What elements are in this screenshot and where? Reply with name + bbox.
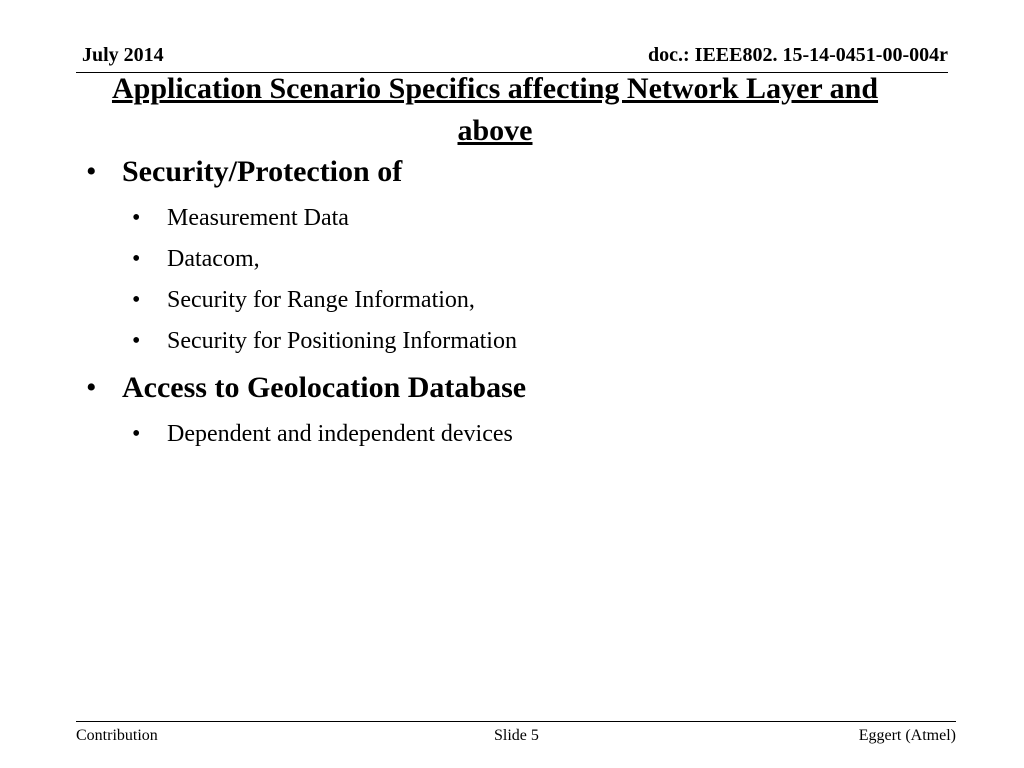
bullet-item-geolocation xyxy=(86,366,946,414)
header-doc-id: doc.: IEEE802. 15-14-0451-00-004r xyxy=(648,44,948,66)
slide-title-line-1: Application Scenario Specifics affecting Network Layer and xyxy=(111,72,879,105)
sub-bullet-label: Datacom, xyxy=(167,246,260,272)
bullet-icon: • xyxy=(132,205,141,231)
sub-bullet-label: Dependent and independent devices xyxy=(167,421,513,447)
sub-bullet-item xyxy=(86,414,946,455)
bullet-label: Access to Geolocation Database xyxy=(122,371,527,404)
sub-bullet-item xyxy=(86,239,946,280)
sub-bullet-item xyxy=(86,321,946,362)
sub-bullet-label: Security for Range Information, xyxy=(167,287,475,313)
footer-slide-number: Slide 5 xyxy=(494,727,539,744)
slide-body xyxy=(86,150,946,455)
slide-footer xyxy=(76,721,956,746)
footer-contribution: Contribution xyxy=(76,727,158,744)
slide-title-line-2: above xyxy=(457,114,533,147)
bullet-item-security xyxy=(86,150,946,198)
sub-bullet-label: Security for Positioning Information xyxy=(167,328,517,354)
bullet-icon: • xyxy=(86,371,97,404)
bullet-icon: • xyxy=(132,421,141,447)
bullet-icon: • xyxy=(132,328,141,354)
header-date: July 2014 xyxy=(82,44,164,66)
slide-title xyxy=(50,68,940,152)
footer-author: Eggert (Atmel) xyxy=(858,727,956,744)
sub-bullet-item xyxy=(86,198,946,239)
bullet-icon: • xyxy=(86,155,97,188)
bullet-icon: • xyxy=(132,246,141,272)
sub-bullet-label: Measurement Data xyxy=(167,205,349,231)
bullet-label: Security/Protection of xyxy=(122,155,403,188)
bullet-icon: • xyxy=(132,287,141,313)
sub-bullet-item xyxy=(86,280,946,321)
